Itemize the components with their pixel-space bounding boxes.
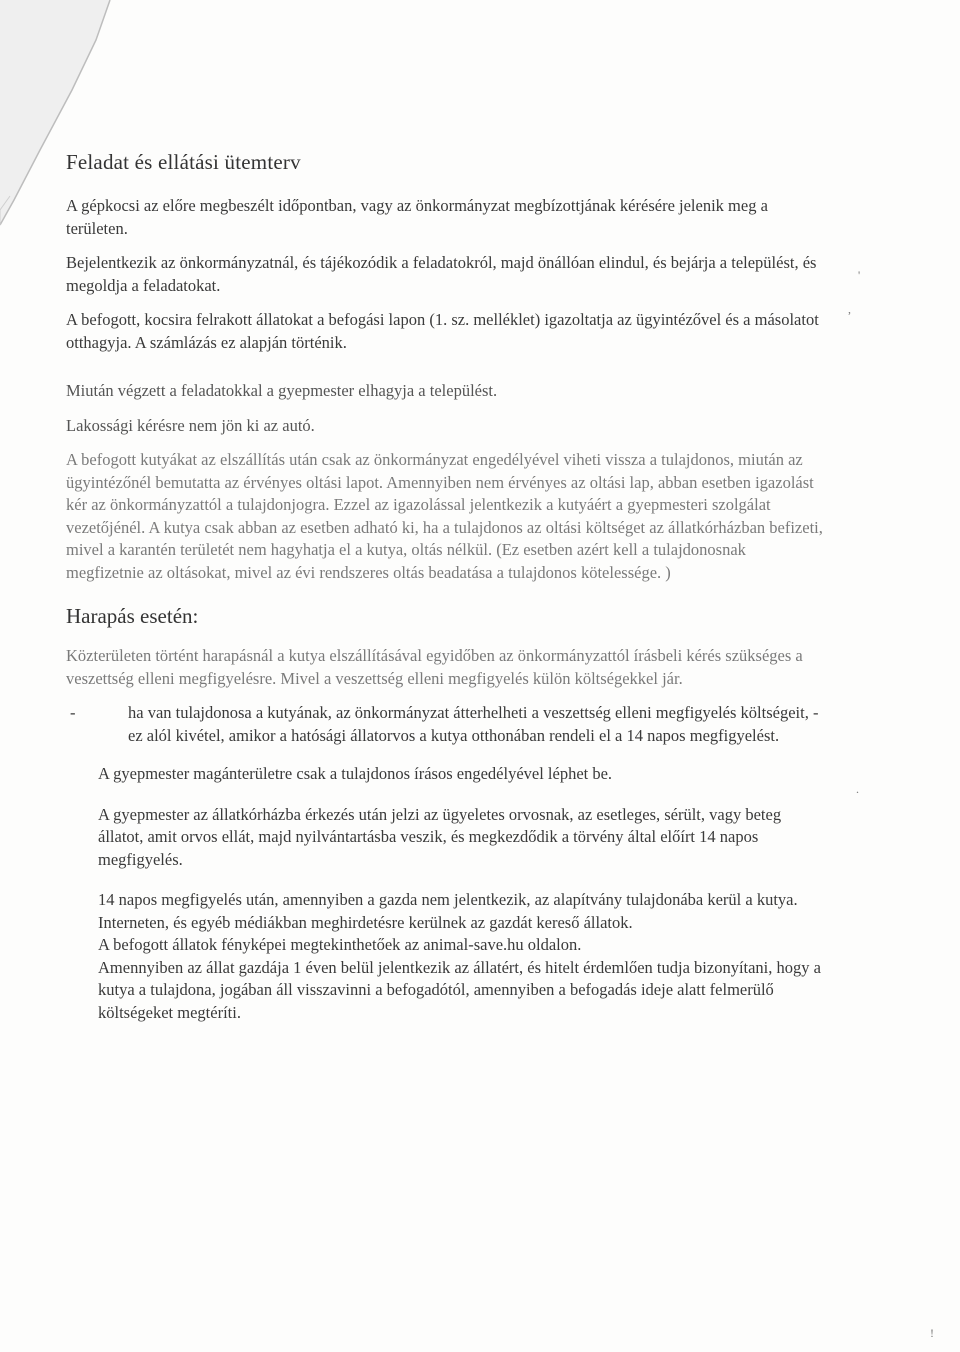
paragraph: A gyepmester magánterületre csak a tulajdonos írásos engedélyével léphet be. bbox=[98, 764, 613, 783]
stray-mark: ! bbox=[930, 1326, 934, 1340]
stray-mark: . bbox=[856, 782, 859, 796]
paragraph: Amennyiben az állat gazdája 1 éven belül jelentkezik az állatért, és hitelt érdemlően tudja bizonyítani, hogy a kutya a tulajdona, jogában áll visszavinni a befogadótól, amennyiben a befogadás ideje alatt felmerülő költségeket megtéríti. bbox=[98, 957, 821, 1022]
paragraph: Bejelentkezik az önkormányzatnál, és tájékozódik a feladatokról, majd önállóan elindul, és bejárja a települést, és megoldja a feladatokat. bbox=[66, 253, 817, 295]
list-item bbox=[66, 702, 826, 747]
paragraph: Közterületen történt harapásnál a kutya elszállításával egyidőben az önkormányzattól írásbeli kérés szükséges a veszettség elleni megfigyelésre. Mivel a veszettség elleni megfigyelés külön költségekkel jár. bbox=[66, 646, 803, 688]
section-title: Harapás esetén: bbox=[66, 604, 199, 628]
stray-mark: ' bbox=[858, 268, 861, 282]
stray-mark: , bbox=[848, 302, 851, 316]
paragraph: A befogott kutyákat az elszállítás után csak az önkormányzat engedélyével viheti vissza a tulajdonos, miután az ügyintézőnél bemutatta az érvényes oltási lapot. Amennyiben nem érvényes az oltási lap, abban esetben igazolást kér az önkormányzattól a tulajdonjogra. Ezzel az igazolással jelentkezik a kutyáért a gyepmesteri szolgálat vezetőjénél. A kutya csak abban az esetben adható ki, ha a tulajdonos az oltási költséget az állatkórházban befizeti, mivel a karantén területét nem hagyhatja el a kutya, oltás nélkül. (Ez esetben azért kell a tulajdonosnak megfizetnie az oltásokat, mivel az évi rendszeres oltás beadatása a tulajdonos kötelessége. ) bbox=[66, 450, 823, 582]
document-title: Feladat és ellátási ütemterv bbox=[66, 150, 301, 174]
list-item-text: ha van tulajdonosa a kutyának, az önkormányzat átterhelheti a veszettség elleni megfigyelés költségeit, - ez alól kivétel, amikor a hatósági állatorvos a kutya otthonában rendeli el a 14 napos megfigyelést. bbox=[128, 703, 819, 745]
paragraph: Lakossági kérésre nem jön ki az autó. bbox=[66, 415, 315, 435]
paragraph: Miután végzett a feladatokkal a gyepmester elhagyja a települést. bbox=[66, 381, 498, 400]
paragraph: A gyepmester az állatkórházba érkezés után jelzi az ügyeletes orvosnak, az esetleges, sérült, vagy beteg állatot, amit orvos ellát, majd nyilvántartásba veszik, és megkezdődik a törvény által előírt 14 napos megfigyelés. bbox=[98, 804, 782, 869]
dash-marker: - bbox=[70, 703, 76, 722]
document-body bbox=[66, 150, 826, 1036]
paragraph: A befogott, kocsira felrakott állatokat a befogási lapon (1. sz. melléklet) igazoltatja az ügyintézővel és a másolatot otthagyja. A számlázás ez alapján történik. bbox=[66, 310, 819, 352]
paragraph: A befogott állatok fényképei megtekinthetőek az animal-save.hu oldalon. bbox=[98, 935, 582, 954]
paragraph: A gépkocsi az előre megbeszélt időpontban, vagy az önkormányzat megbízottjának kérésére jelenik meg a területen. bbox=[66, 196, 768, 238]
paragraph: 14 napos megfigyelés után, amennyiben a gazda nem jelentkezik, az alapítvány tulajdonába kerül a kutya. Interneten, és egyéb médiákban meghirdetésre kerülnek az gazdát kereső állatok. bbox=[98, 890, 798, 932]
